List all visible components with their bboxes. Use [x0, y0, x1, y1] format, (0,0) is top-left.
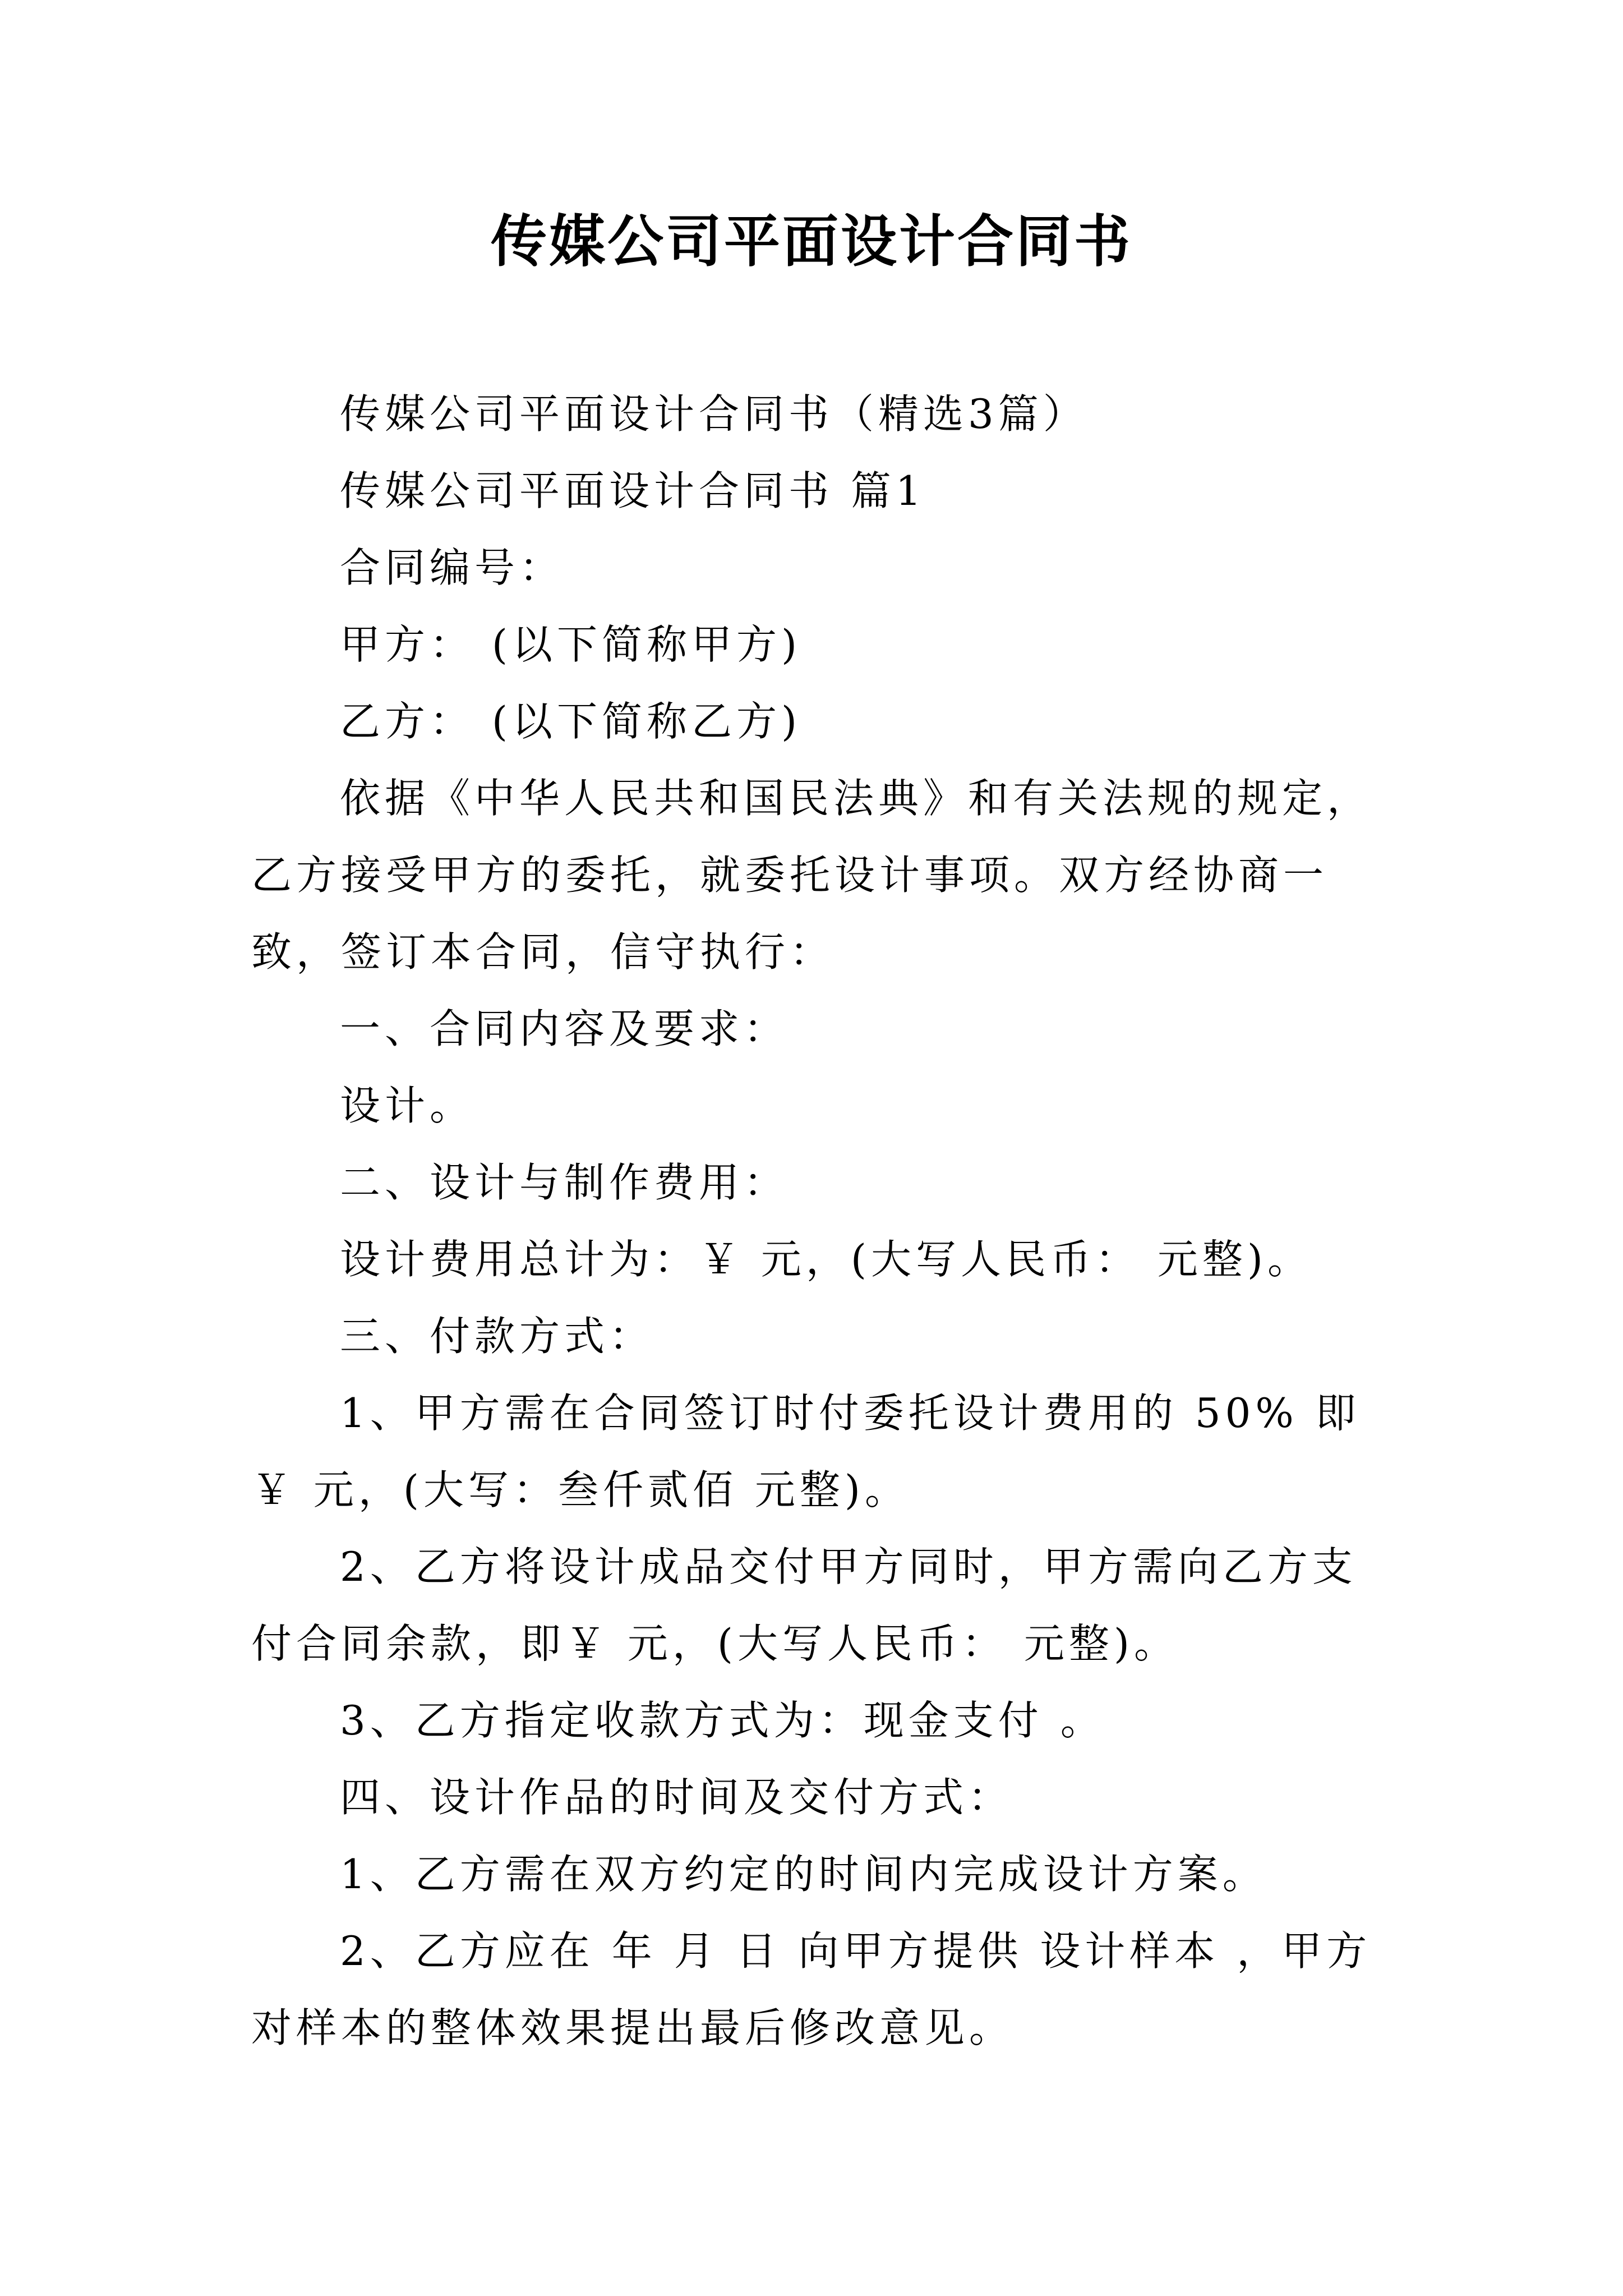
clause-heading-4: 四、设计作品的时间及交付方式： — [340, 1774, 1013, 1821]
delivery-item-1: 1、乙方需在双方约定的时间内完成设计方案。 — [340, 1851, 1267, 1898]
clause-heading-3: 三、付款方式： — [340, 1313, 654, 1360]
payment-item-2: 2、乙方将设计成品交付甲方同时，甲方需向乙方支付合同余款，即￥ 元，(大写人民币： 元整)。 — [251, 1543, 1357, 1667]
document-body — [251, 376, 1378, 2067]
document-title: 传媒公司平面设计合同书 — [491, 208, 1132, 274]
subtitle-paragraph: 传媒公司平面设计合同书（精选3篇） — [340, 390, 1088, 438]
party-a-line: 甲方： (以下简称甲方) — [340, 621, 802, 668]
clause-heading-1: 一、合同内容及要求： — [340, 1005, 789, 1052]
payment-item-1: 1、甲方需在合同签订时付委托设计费用的 50% 即 ￥ 元，(大写：叁仟贰佰 元整)。 — [251, 1389, 1361, 1513]
preamble-paragraph: 依据《中华人民共和国民法典》和有关法规的规定，乙方接受甲方的委托，就委托设计事项。双方经协商一致，签订本合同，信守执行： — [251, 775, 1372, 976]
contract-number-line: 合同编号： — [340, 544, 565, 591]
section-heading: 传媒公司平面设计合同书 篇1 — [340, 467, 926, 514]
fee-paragraph: 设计费用总计为：￥ 元，(大写人民币： 元整)。 — [340, 1236, 1312, 1283]
delivery-item-2: 2、乙方应在 年 月 日 向甲方提供 设计样本 ，甲方对样本的整体效果提出最后修改意见。 — [251, 1927, 1372, 2051]
payment-item-3: 3、乙方指定收款方式为：现金支付 。 — [340, 1697, 1105, 1744]
clause-heading-2: 二、设计与制作费用： — [340, 1159, 789, 1206]
clause-text: 设计。 — [340, 1082, 475, 1129]
party-b-line: 乙方： (以下简称乙方) — [340, 698, 802, 745]
